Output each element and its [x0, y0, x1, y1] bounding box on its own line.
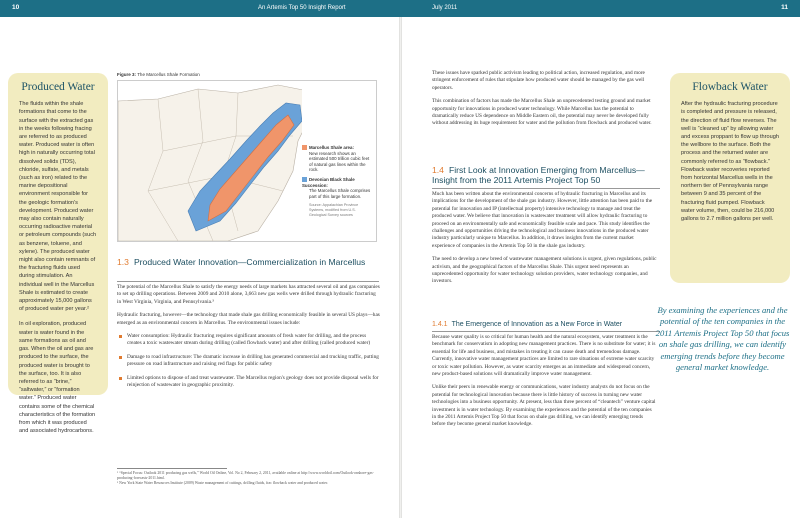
footnote: ² “Special Focus: Outlook 2011 producing gas wells,” World Oil Online, Vol. No 2, February 2, 2011, available online at http://www.worldoil.com/Outlook-onshore-gas-producing-forecasts-2011.html.	[117, 471, 374, 480]
section-title: Produced Water Innovation—Commercialization in Marcellus	[133, 257, 366, 267]
section-number: 1.3	[117, 257, 129, 267]
footnote: ³ New York State Water Resources Institute (2009) Waste management of cuttings, drilling fluids, frac flowback water and produced water.	[117, 481, 328, 485]
figure-caption-text: The Marcellus Shale Formation	[137, 72, 200, 77]
sidebar-flowback-water	[670, 73, 790, 283]
sidebar-paragraph: In oil exploration, produced water is water found in the same formations as oil and gas. When the oil and gas are produced to the surface, the produced water is brought to the surface, too. It is also referred to as “brine,” “saltwater,” or “formation water.” Produced water contains some of the chemical characteristics of the formation from which it was produced and associated hydrocarbons.	[19, 321, 96, 435]
body-paragraph: This combination of factors has made the Marcellus Shale an unprecedented testing ground and market opportunity for innovations in produced water technology. While Marcellus has the potential to dramatically reduce US dependence on Middle Eastern oil, the potential may never be developed fully without addressing its huge requirement for water and the pollution from flowback and produced water.	[432, 98, 652, 127]
section-rule	[432, 188, 660, 189]
issues-list	[117, 333, 380, 389]
legend-title: Marcellus Shale area:	[309, 145, 354, 150]
legend-entry-devonian	[302, 177, 372, 199]
figure-source: Source: Appalachian Province Systems, modified from U.S. Geological Survey sources	[309, 203, 359, 217]
report-date: July 2011	[432, 4, 458, 11]
section-heading-1-4	[432, 165, 660, 185]
body-paragraph: Unlike their peers in renewable energy or communications, water industry analysts do not focus on the potential for technological innovation because there is little history of success in turning new water technologies into a business opportunity. At present, less than three percent of “cleantech” venture capital investment is in water technology. By examining the experiences and the potential of the ten companies in the 2011 Artemis Project Top 50 that focus on shale gas drilling, we can identify emerging trends before they become general market knowledge.	[432, 384, 656, 428]
list-item: Damage to road infrastructure: The dramatic increase in drilling has generated commercial and trucking traffic, putting pressure on road infrastructure and raising red flags for public safety	[117, 354, 380, 369]
sidebar-produced-water	[8, 73, 108, 435]
body-paragraph: Because water quality is so critical for human health and the natural ecosystem, water treatment is the benchmark for conservatism in adopting new management practices. There is no substitute for water; it is essential for life and business, and mistakes in treating it can cause death and tremendous damage. Currently, innovative water management practices are limited to rare situations of extreme water scarcity or toxic water pollution. However, as water scarcity emerges as an immediate and widespread concern, new product-based solutions will dramatically improve water management.	[432, 334, 656, 378]
sidebar-title: Produced Water	[21, 81, 95, 93]
book-gutter	[399, 17, 402, 518]
section-title: First Look at Innovation Emerging from Marcellus—Insight from the 2011 Artemis Project Top 50	[432, 165, 645, 185]
body-paragraph: These issues have sparked public activism leading to political action, increased regulation, and more stringent enforcement of rules that stipulate how produced water should be managed by the gas well operators.	[432, 70, 645, 91]
pull-quote: By examining the experiences and the potential of the ten companies in the 2011 Artemis Project Top 50 that focus on shale gas drilling, we can identify emerging trends before they become general market knowledge.	[655, 305, 790, 373]
legend-text: The Marcellus Shale comprises part of this large formation.	[309, 188, 371, 199]
sidebar-paragraph: After the hydraulic fracturing procedure is completed and pressure is released, the direction of fluid flow reverses. The well is “cleaned up” by allowing water and excess proppant to flow up through the wellbore to the surface. Both the process and the returned water are commonly referred to as “flowback.” Flowback water recoveries reported from horizontal Marcellus wells in the northern tier of Pennsylvania range between 9 and 35 percent of the fracturing fluid pumped. Flowback water volume, then, could be 216,000 gallons to 2.7 million gallons per well.	[681, 101, 779, 223]
body-paragraph: Much has been written about the environmental concerns of hydraulic fracturing in Marcellus and its implications for the development of the shale gas industry. However, little attention has been paid to the potential for innovation and IP (intellectual property) intensive technology to manage and treat the produced water. We believe that innovation in wastewater treatment will allow hydraulic fracturing to proceed on an environmentally safe and economically feasible scale and pace. This study identifies the challenges and opportunities driving the technological and business innovations in the produced water industry particularly unique to Marcellus. In addition, it draws insights from the current market experience of companies in the Artemis Top 50 in the shale gas industry.	[432, 191, 653, 249]
right-intro	[432, 70, 657, 134]
footnote-rule	[117, 468, 227, 469]
legend-swatch-orange	[302, 145, 307, 150]
body-paragraph: Hydraulic fracturing, however—the technology that made shale gas drilling economically feasible in several US plays—has emerged as an environmental concern in Marcellus. The environmental issues include:	[117, 312, 380, 326]
page-number-left: 10	[12, 4, 20, 11]
section-heading-1-4-1	[432, 321, 660, 328]
map-legend	[302, 145, 372, 217]
body-paragraph: The potential of the Marcellus Shale to satisfy the energy needs of large markets has attracted several oil and gas companies to set up drilling operations. Between 2009 and 2010 alone, 3,663 new gas wells were drilled through hydraulic fracturing in West Virginia, Virginia, and Pennsylvania.³	[117, 284, 380, 305]
figure-label: Figure 3:	[117, 72, 137, 77]
body-paragraph: The need to develop a new breed of wastewater management solutions is urgent, given regulations, public activism, and the geographical factors of the Marcellus Shale. This urgent need represents an unprecedented opportunity for water technology solution providers, water technology companies, and investors.	[432, 256, 657, 285]
section-1-3-body	[117, 284, 380, 395]
footnotes	[117, 471, 382, 486]
sidebar-paragraph: The fluids within the shale formations that come to the surface with the extracted gas in the weeks following fracing are referred to as produced water. Produced water is often high in naturally occurring total dissolved solids (TDS), chloride, sulfate, and metals (such as iron) related to the marine depositional environment responsible for the geologic formation's development. Produced water may also contain naturally occurring radioactive material or petroleum compounds (such as benzene, toluene, and xylene). The produced water might also contain remnants of the fracturing fluids used during stimulation. An individual well in the Marcellus Shale is estimated to create approximately 15,000 gallons of produced water per year.²	[19, 101, 97, 313]
section-title: The Emergence of Innovation as a New Force in Water	[451, 321, 623, 328]
legend-title: Devonian Black Shale Succession:	[302, 176, 355, 188]
section-rule	[432, 331, 660, 332]
legend-swatch-blue	[302, 177, 307, 182]
report-title: An Artemis Top 50 Insight Report	[258, 4, 346, 11]
section-heading-1-3	[117, 257, 377, 267]
figure-caption	[117, 72, 200, 77]
header-bar	[0, 0, 800, 17]
section-rule	[117, 281, 379, 282]
legend-entry-marcellus	[302, 145, 372, 173]
list-item: Limited options to dispose of and treat wastewater. The Marcellus region's geology does not provide disposal wells for reinjection of wastewater in geographic proximity.	[117, 375, 380, 390]
list-item: Water consumption: Hydraulic fracturing requires significant amounts of fresh water for drilling, and the process creates a toxic wastewater stream during drilling (called flowback water) and after drilling (called produced water)	[117, 333, 380, 348]
section-1-4-1-body	[432, 334, 657, 435]
section-1-4-body	[432, 191, 657, 292]
section-number: 1.4.1	[432, 321, 448, 328]
sidebar-title: Flowback Water	[692, 81, 768, 93]
legend-text: New research shows an estimated 500 trillion cubic feet of natural gas lines within the rock.	[309, 150, 370, 173]
page-number-right: 11	[781, 4, 788, 11]
section-number: 1.4	[432, 165, 444, 175]
